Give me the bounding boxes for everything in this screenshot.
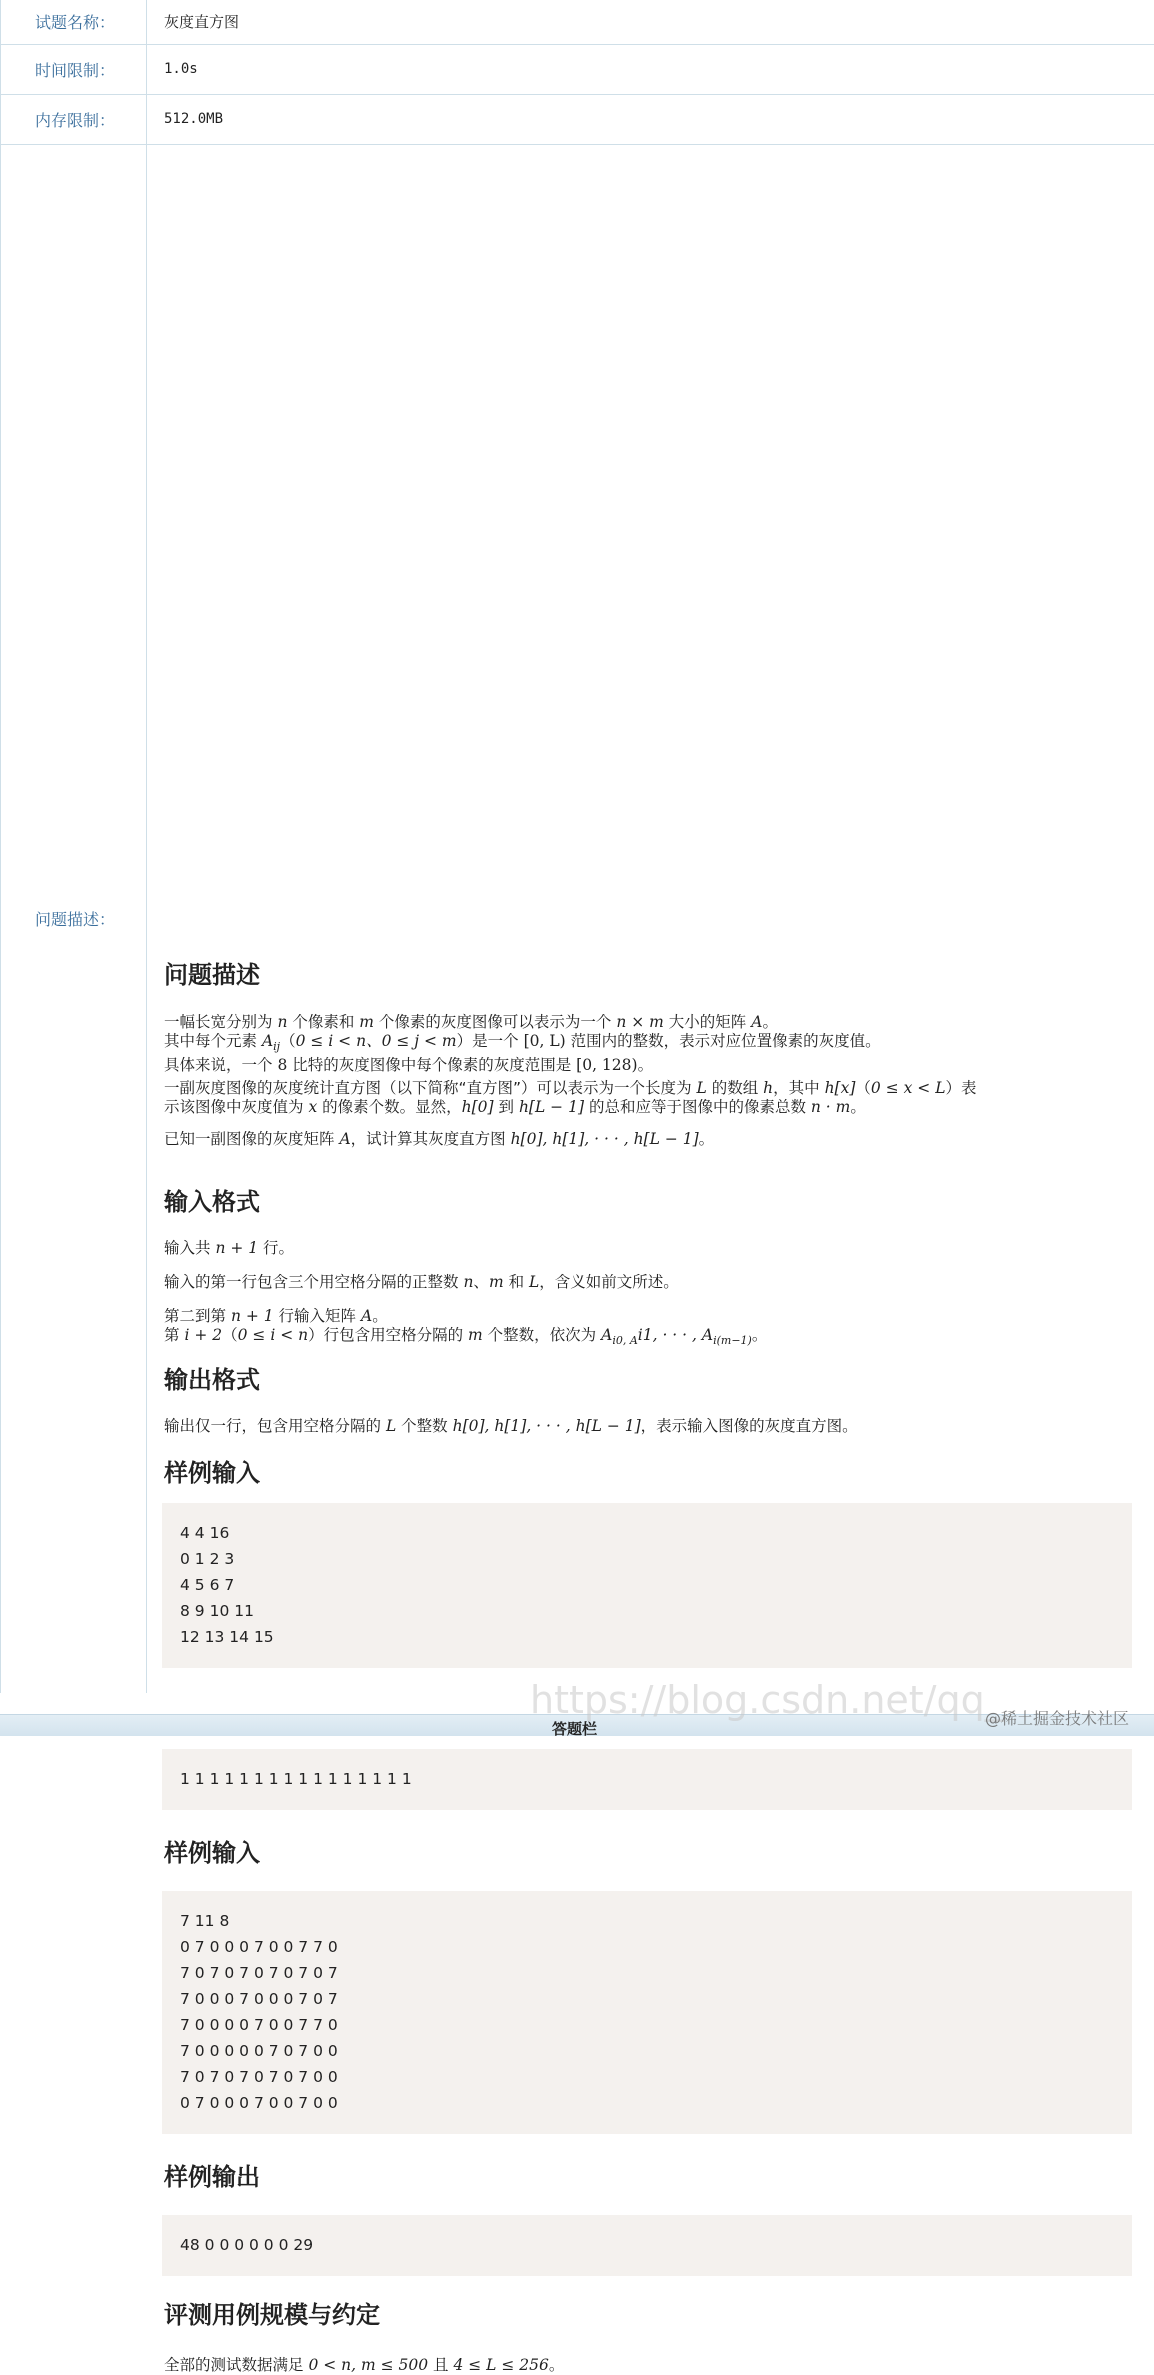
label-time-limit: 时间限制：: [1, 44, 147, 94]
desc-p1-line3: 具体来说，一个 8 比特的灰度图像中每个像素的灰度范围是 [0, 128)。: [164, 1056, 1154, 1075]
heading-sample-input-1: 样例输入: [164, 1457, 260, 1489]
answer-label: 答题栏: [552, 1718, 597, 1739]
desc-paragraph-2: [164, 1079, 1154, 1117]
input-p3-line1: 第二到第 n + 1 行输入矩阵 A。: [164, 1307, 1154, 1326]
sample-output-1: 1 1 1 1 1 1 1 1 1 1 1 1 1 1 1 1: [162, 1749, 1132, 1810]
input-p3-line2: 第 i + 2（0 ≤ i < n）行包含用空格分隔的 m 个整数，依次为 $A_{i0, A}i1$, · · · , $A_{i(m-1)}$。: [164, 1326, 1154, 1350]
sample-output-2: 48 0 0 0 0 0 0 29: [162, 2215, 1132, 2276]
desc-paragraph-1: [164, 1013, 1154, 1075]
value-title: 灰度直方图: [147, 0, 1154, 44]
output-paragraph-1: 输出仅一行，包含用空格分隔的 L 个整数 h[0], h[1], · · · , h[L − 1]，表示输入图像的灰度直方图。: [164, 1417, 1154, 1436]
row-description: [1, 144, 1154, 1693]
input-paragraph-1: 输入共 n + 1 行。: [164, 1239, 1154, 1258]
heading-scale: 评测用例规模与约定: [164, 2299, 380, 2331]
watermark-url: https://blog.csdn.net/qq_: [530, 1678, 1004, 1722]
sample-input-2: 7 11 8 0 7 0 0 0 7 0 0 7 7 0 7 0 7 0 7 0 7 0 7 0 7 7 0 0 0 7 0 0 0 7 0 7 7 0 0 0 0 7 0 0 7 7 0 7 0 0 0 0 0 7 0 7 0 0 7 0 7 0 7 0 7 0 7 0 0 0 7 0 0 0 7 0 0 7 0 0: [162, 1891, 1132, 2134]
description-content: [147, 144, 1154, 1693]
value-memory-limit: 512.0MB: [147, 94, 1154, 144]
scale-paragraph: 全部的测试数据满足 0 < n, m ≤ 500 且 4 ≤ L ≤ 256。: [164, 2356, 1154, 2375]
input-paragraph-2: 输入的第一行包含三个用空格分隔的正整数 n、m 和 L，含义如前文所述。: [164, 1273, 1154, 1292]
desc-paragraph-3: 已知一副图像的灰度矩阵 A，试计算其灰度直方图 h[0], h[1], · · · , h[L − 1]。: [164, 1130, 1154, 1149]
sample-input-1: 4 4 16 0 1 2 3 4 5 6 7 8 9 10 11 12 13 14 15: [162, 1503, 1132, 1668]
heading-input-format: 输入格式: [164, 1186, 260, 1218]
heading-sample-output-2: 样例输出: [164, 2161, 260, 2193]
value-time-limit: 1.0s: [147, 44, 1154, 94]
label-memory-limit: 内存限制：: [1, 94, 147, 144]
label-description: 问题描述：: [1, 144, 147, 1693]
input-paragraph-3: [164, 1307, 1154, 1350]
row-memory-limit: [1, 94, 1154, 144]
heading-problem-description: 问题描述: [164, 959, 260, 991]
desc-p1-line1: 一幅长宽分别为 n 个像素和 m 个像素的灰度图像可以表示为一个 n × m 大小的矩阵 A。: [164, 1013, 1154, 1032]
desc-p2-line2: 示该图像中灰度值为 x 的像素个数。显然，h[0] 到 h[L − 1] 的总和应等于图像中的像素总数 n · m。: [164, 1098, 1154, 1117]
label-title: 试题名称：: [1, 0, 147, 44]
row-title: [1, 0, 1154, 44]
desc-p1-line2: 其中每个元素 $A_{ij}(0 \le i < n$、0 ≤ j < m）是一个 [0, L) 范围内的整数，表示对应位置像素的灰度值。: [164, 1032, 1154, 1056]
watermark-community: @稀土掘金技术社区: [985, 1706, 1129, 1729]
desc-p2-line1: 一副灰度图像的灰度统计直方图（以下简称“直方图”）可以表示为一个长度为 L 的数组 h，其中 h[x]（0 ≤ x < L）表: [164, 1079, 1154, 1098]
row-time-limit: [1, 44, 1154, 94]
heading-output-format: 输出格式: [164, 1364, 260, 1396]
heading-sample-input-2: 样例输入: [164, 1837, 260, 1869]
